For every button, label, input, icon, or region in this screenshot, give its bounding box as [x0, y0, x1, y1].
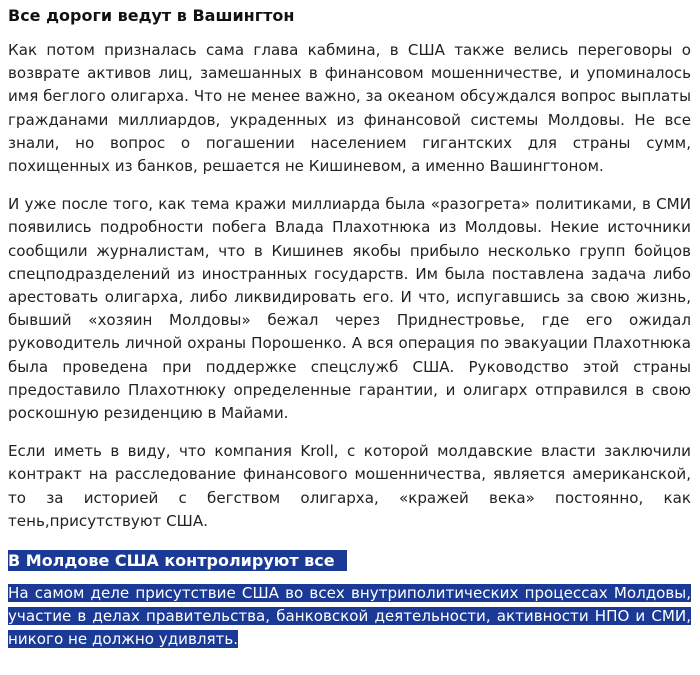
section-heading-selected: В Молдове США контролируют все [8, 550, 347, 571]
article-paragraph: И уже после того, как тема кражи миллиарда была «разогрета» политиками, в СМИ появились подробности побега Влада Плахотнюка из Молдовы. Некие источники сообщили журналистам, что в Кишинев якобы прибыло несколько групп бойцов спецподразделений из иностранных государств. Им была поставлена задача либо арестовать олигарха, либо ликвидировать его. И что, испугавшись за свою жизнь, бывший «хозяин Молдовы» бежал через Приднестровье, где его ожидал руководитель личной охраны Порошенко. А вся операция по эвакуации Плахотнюка была проведена при поддержке спецслужб США. Руководство этой страны предоставило Плахотнюку определенные гарантии, и олигарх отправился в свою роскошную резиденцию в Майами. [8, 195, 691, 423]
section-heading: Все дороги ведут в Вашингтон [8, 6, 295, 25]
article-paragraph: Как потом призналась сама глава кабмина, в США также велись переговоры о возврате активов лиц, замешанных в финансовом мошенничестве, и упоминалось имя беглого олигарха. Что не менее важно, за океаном обсуждался вопрос выплаты гражданами миллиардов, украденных из финансовой системы Молдовы. Не все знали, но вопрос о погашении населением гигантских для страны сумм, похищенных из банков, решается не Кишиневом, а именно Вашингтоном. [8, 41, 691, 176]
selected-paragraph-block [8, 582, 691, 652]
selected-text: На самом деле присутствие США во всех внутриполитических процессах Молдовы, участие в делах правительства, банковской деятельности, активности НПО и СМИ, никого не должно удивлять. [8, 584, 691, 649]
article-paragraph-selected [8, 582, 691, 652]
article-paragraph: Если иметь в виду, что компания Kroll, с которой молдавские власти заключили контракт на расследование финансового мошенничества, является американской, то за историей с бегством олигарха, «кражей века» постоянно, как тень,присутствуют США. [8, 442, 691, 530]
selected-heading-block [8, 549, 691, 573]
